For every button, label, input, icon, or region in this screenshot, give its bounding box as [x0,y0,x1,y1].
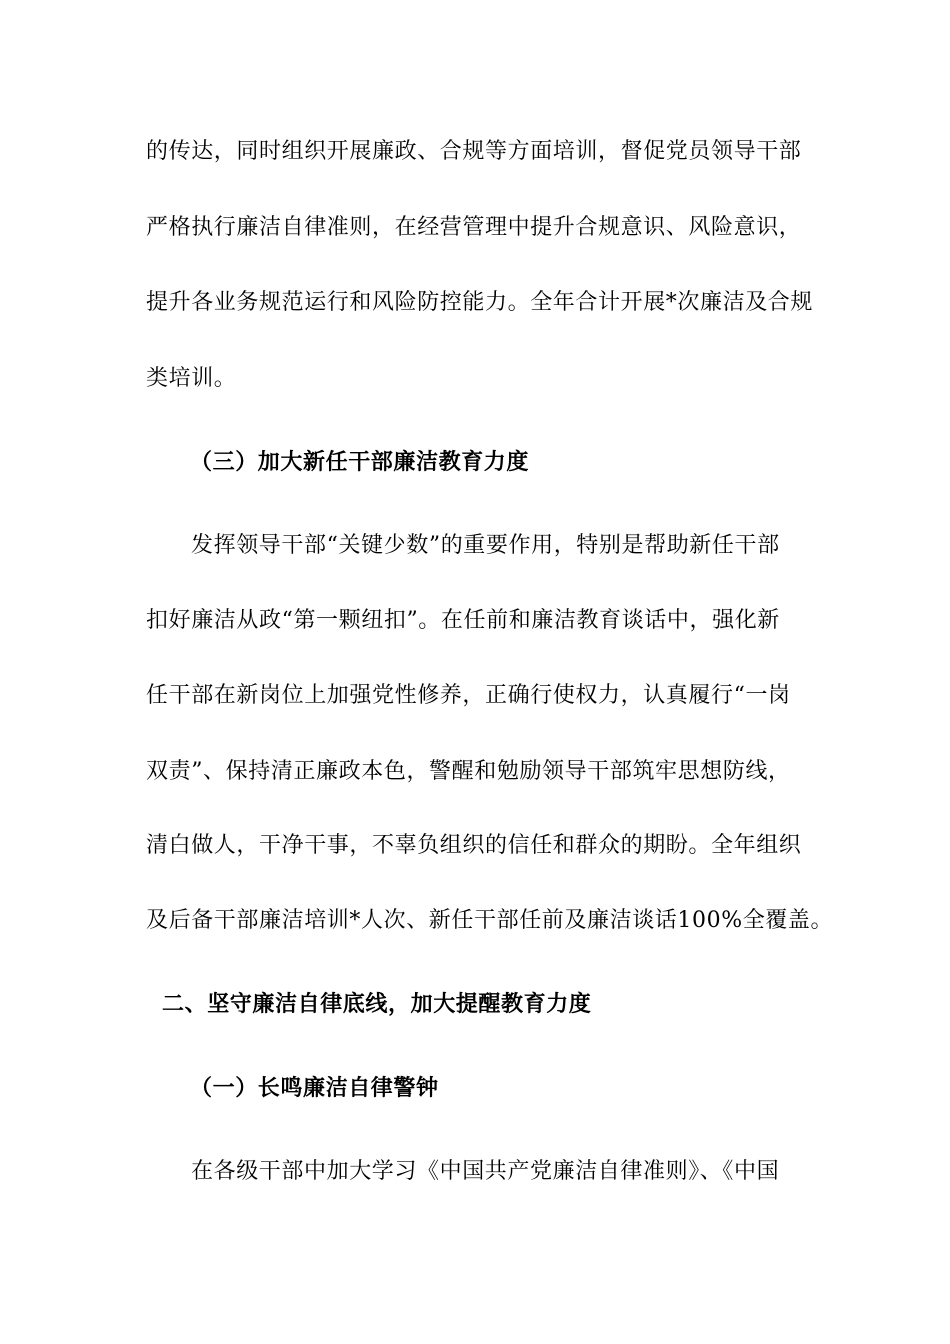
paragraph-line: 类培训。 [146,366,237,391]
paragraph-line: 扣好廉洁从政“第一颗纽扣”。在任前和廉洁教育谈话中，强化新 [146,608,780,633]
paragraph-line: 双责”、保持清正廉政本色，警醒和勉励领导干部筑牢思想防线， [146,759,791,784]
paragraph-line: 严格执行廉洁自律准则，在经营管理中提升合规意识、风险意识， [146,215,802,240]
section-heading: （一）长鸣廉洁自律警钟 [190,1075,439,1101]
paragraph-line: 及后备干部廉洁培训*人次、新任干部任前及廉洁谈话100%全覆盖。 [146,908,834,933]
paragraph-line: 在各级干部中加大学习《中国共产党廉洁自律准则》、《中国 [191,1159,780,1184]
paragraph-line: 任干部在新岗位上加强党性修养，正确行使权力，认真履行“一岗 [146,683,791,708]
section-heading: （三）加大新任干部廉洁教育力度 [190,449,530,475]
paragraph-line: 的传达，同时组织开展廉政、合规等方面培训，督促党员领导干部 [146,139,802,164]
part-heading: 二、坚守廉洁自律底线，加大提醒教育力度 [162,991,592,1017]
paragraph-line: 发挥领导干部“关键少数”的重要作用，特别是帮助新任干部 [191,533,780,558]
paragraph-line: 清白做人，干净干事，不辜负组织的信任和群众的期盼。全年组织 [146,833,802,858]
paragraph-line: 提升各业务规范运行和风险防控能力。全年合计开展*次廉洁及合规 [146,290,814,315]
